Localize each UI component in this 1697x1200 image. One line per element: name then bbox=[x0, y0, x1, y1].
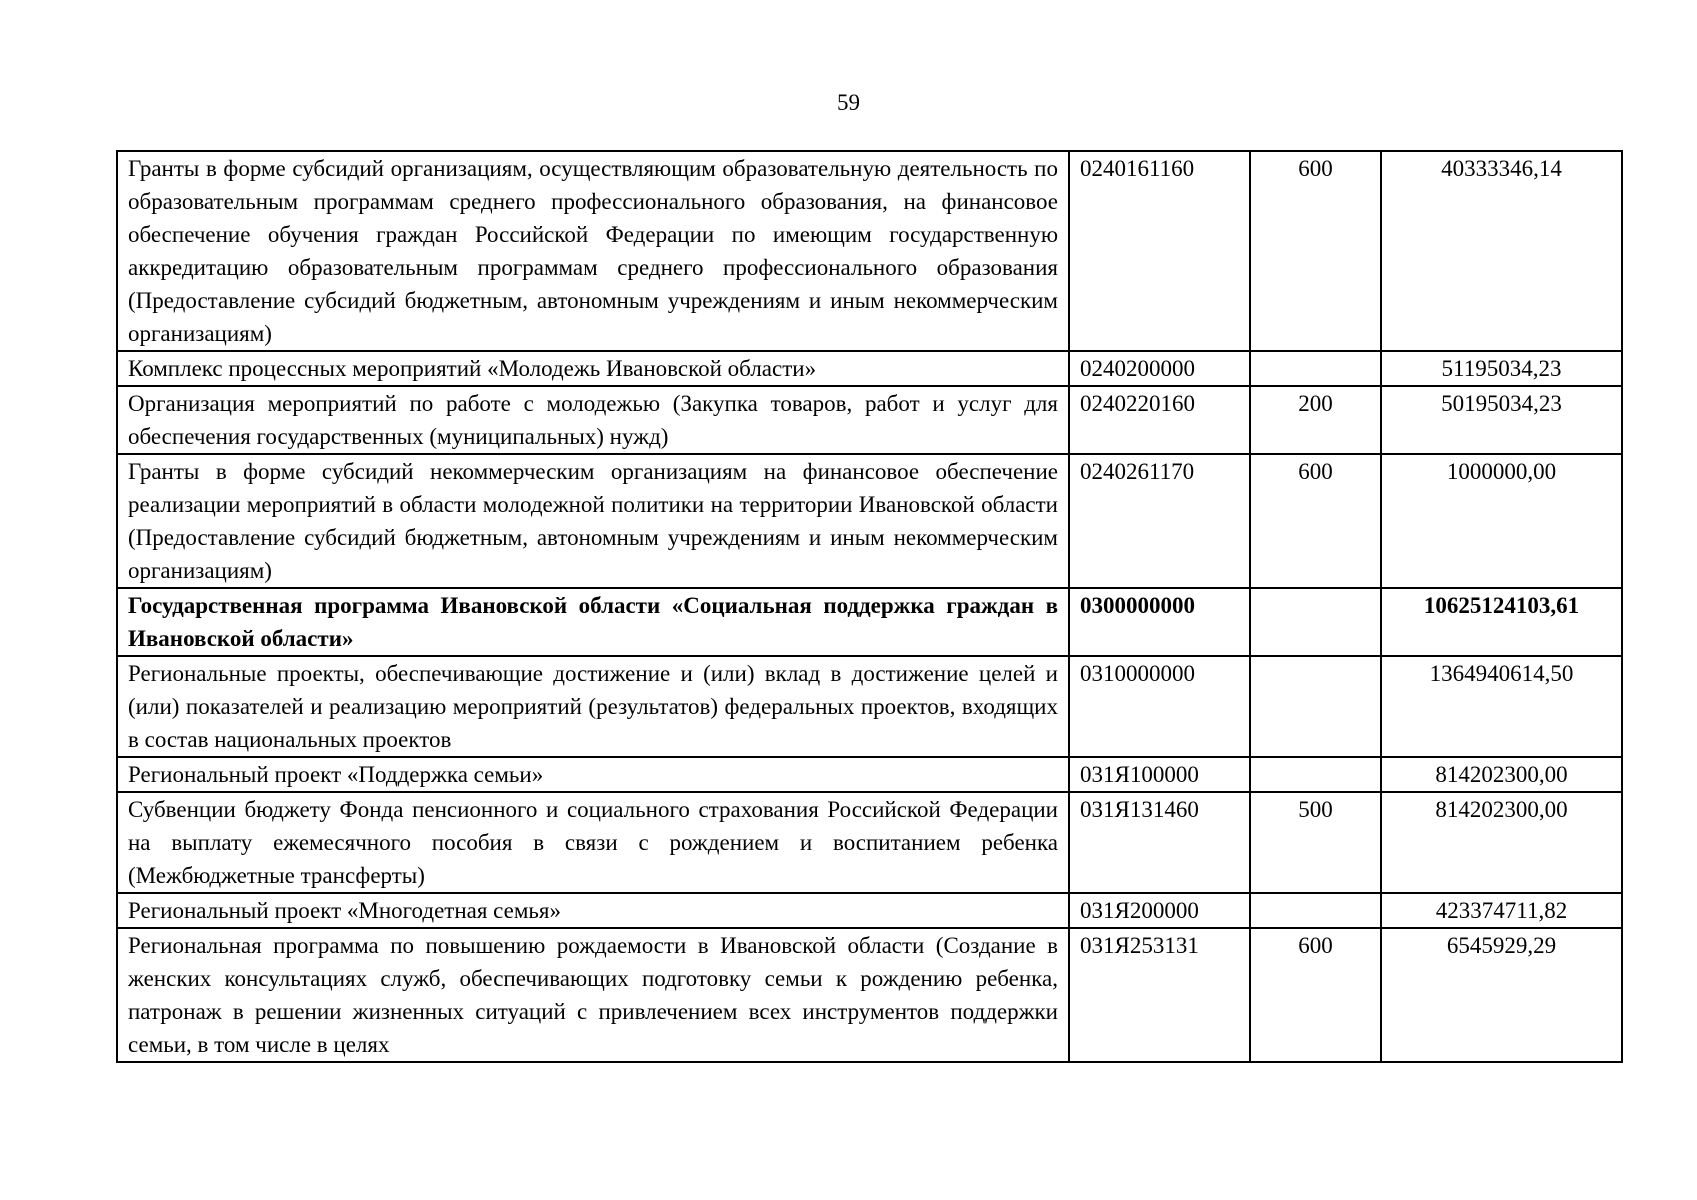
row-sum: 1000000,00 bbox=[1381, 454, 1622, 588]
table-row bbox=[117, 386, 1622, 454]
table-row bbox=[117, 757, 1622, 792]
row-name: Гранты в форме субсидий организациям, осуществляющим образовательную деятельность по образовательным программам среднего профессионального образования, на финансовое обеспечение обучения граждан Российской Федерации по имеющим государственную аккредитацию образовательным программам среднего профессионального образования (Предоставление субсидий бюджетным, автономным учреждениям и иным некоммерческим организациям) bbox=[117, 151, 1069, 351]
row-expense-type: 600 bbox=[1250, 151, 1381, 351]
row-sum: 10625124103,61 bbox=[1381, 588, 1622, 656]
row-expense-type: 600 bbox=[1250, 454, 1381, 588]
table-row bbox=[117, 928, 1622, 1062]
row-code: 0310000000 bbox=[1069, 656, 1250, 757]
row-name: Региональные проекты, обеспечивающие достижение и (или) вклад в достижение целей и (или) показателей и реализацию мероприятий (результатов) федеральных проектов, входящих в состав национальных проектов bbox=[117, 656, 1069, 757]
table-row-program bbox=[117, 588, 1622, 656]
table-row bbox=[117, 656, 1622, 757]
table-row bbox=[117, 454, 1622, 588]
row-name: Региональный проект «Многодетная семья» bbox=[117, 893, 1069, 928]
row-sum: 51195034,23 bbox=[1381, 351, 1622, 386]
row-code: 0240220160 bbox=[1069, 386, 1250, 454]
row-sum: 814202300,00 bbox=[1381, 792, 1622, 893]
row-expense-type: 200 bbox=[1250, 386, 1381, 454]
row-code: 031Я253131 bbox=[1069, 928, 1250, 1062]
table-row bbox=[117, 893, 1622, 928]
budget-table-body bbox=[117, 151, 1622, 1062]
table-row bbox=[117, 151, 1622, 351]
budget-table bbox=[116, 150, 1623, 1063]
row-sum: 423374711,82 bbox=[1381, 893, 1622, 928]
row-name: Организация мероприятий по работе с молодежью (Закупка товаров, работ и услуг для обеспечения государственных (муниципальных) нужд) bbox=[117, 386, 1069, 454]
row-name: Региональный проект «Поддержка семьи» bbox=[117, 757, 1069, 792]
row-expense-type: 600 bbox=[1250, 928, 1381, 1062]
row-code: 0240261170 bbox=[1069, 454, 1250, 588]
row-name: Региональная программа по повышению рождаемости в Ивановской области (Создание в женских консультациях служб, обеспечивающих подготовку семьи к рождению ребенка, патронаж в решении жизненных ситуаций с привлечением всех инструментов поддержки семьи, в том числе в целях bbox=[117, 928, 1069, 1062]
row-sum: 814202300,00 bbox=[1381, 757, 1622, 792]
row-name: Государственная программа Ивановской области «Социальная поддержка граждан в Ивановской области» bbox=[117, 588, 1069, 656]
row-name: Гранты в форме субсидий некоммерческим организациям на финансовое обеспечение реализации мероприятий в области молодежной политики на территории Ивановской области (Предоставление субсидий бюджетным, автономным учреждениям и иным некоммерческим организациям) bbox=[117, 454, 1069, 588]
row-expense-type bbox=[1250, 656, 1381, 757]
row-code: 0240200000 bbox=[1069, 351, 1250, 386]
row-sum: 50195034,23 bbox=[1381, 386, 1622, 454]
row-expense-type bbox=[1250, 588, 1381, 656]
row-sum: 1364940614,50 bbox=[1381, 656, 1622, 757]
row-expense-type bbox=[1250, 351, 1381, 386]
page-number: 59 bbox=[837, 90, 860, 115]
row-name: Комплекс процессных мероприятий «Молодежь Ивановской области» bbox=[117, 351, 1069, 386]
row-expense-type bbox=[1250, 893, 1381, 928]
table-row bbox=[117, 792, 1622, 893]
row-code: 031Я200000 bbox=[1069, 893, 1250, 928]
row-code: 031Я100000 bbox=[1069, 757, 1250, 792]
row-code: 0240161160 bbox=[1069, 151, 1250, 351]
row-sum: 6545929,29 bbox=[1381, 928, 1622, 1062]
row-expense-type bbox=[1250, 757, 1381, 792]
row-code: 031Я131460 bbox=[1069, 792, 1250, 893]
row-name: Субвенции бюджету Фонда пенсионного и социального страхования Российской Федерации на выплату ежемесячного пособия в связи с рождением и воспитанием ребенка (Межбюджетные трансферты) bbox=[117, 792, 1069, 893]
row-code: 0300000000 bbox=[1069, 588, 1250, 656]
row-sum: 40333346,14 bbox=[1381, 151, 1622, 351]
row-expense-type: 500 bbox=[1250, 792, 1381, 893]
table-row bbox=[117, 351, 1622, 386]
